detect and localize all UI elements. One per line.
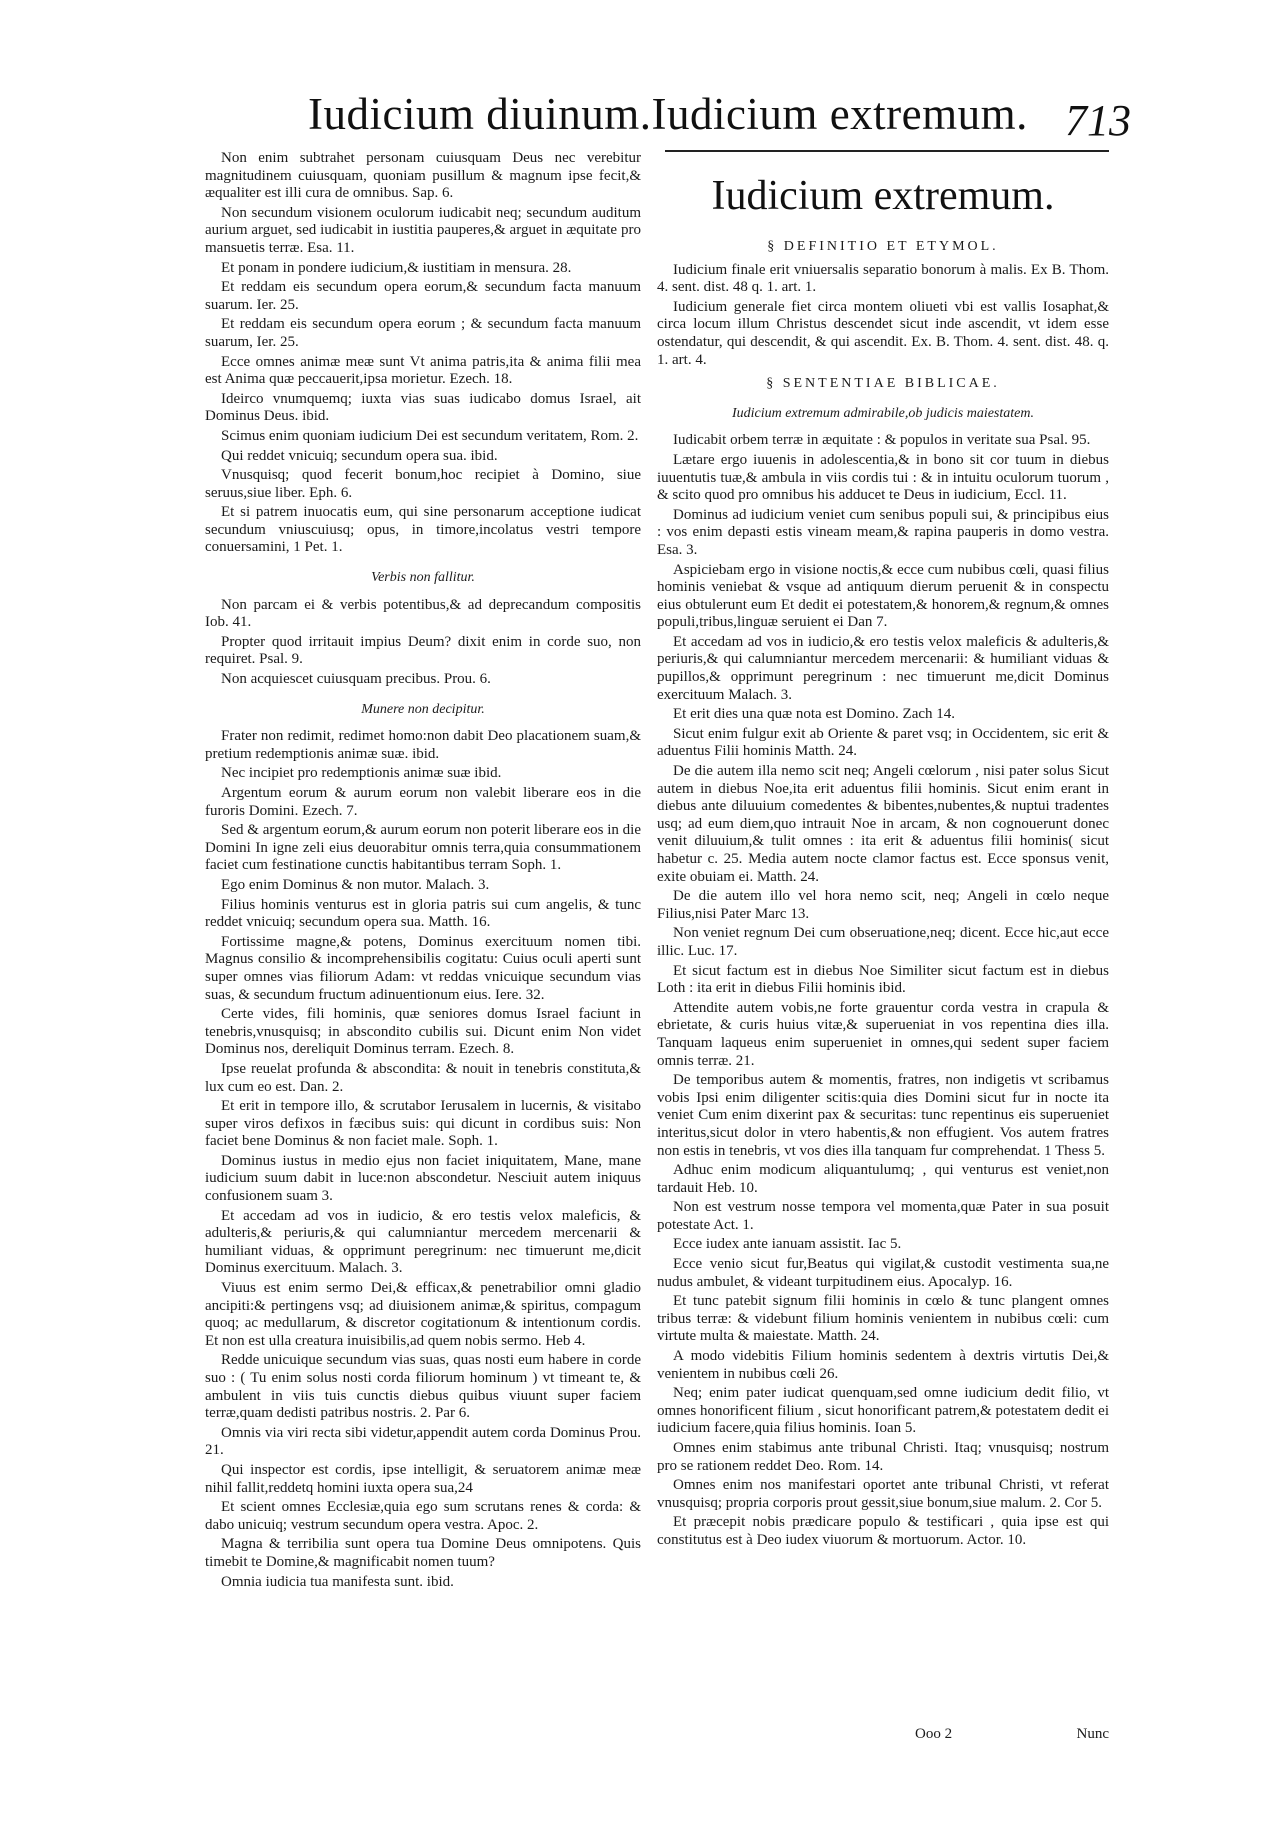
verse-entry: Scimus enim quoniam iudicium Dei est secundum veritatem, Rom. 2. xyxy=(221,427,639,444)
verse-entry: A modo videbitis Filium hominis sedentem à dextris virtutis Dei,& venientem in nubibus cœli 26. xyxy=(657,1348,1109,1382)
verse-entry: De die autem illo vel hora nemo scit, neq; Angeli in cœlo neque Filius,nisi Pater Marc 13. xyxy=(657,888,1109,922)
left-paragraphs-a xyxy=(205,150,641,557)
section-title: Iudicium extremum. xyxy=(711,173,1055,219)
admirabile-heading: Iudicium extremum admirabile,ob judicis maiestatem. xyxy=(732,405,1034,421)
verse-entry: Non parcam ei & verbis potentibus,& ad deprecandum compositis Iob. 41. xyxy=(205,596,641,631)
verse-entry: Omnes enim nos manifestari oportet ante tribunal Christi, vt referat vnusquisq; propria corporis prout gessit,siue bonum,siue malum. 2. Cor 5. xyxy=(657,1477,1109,1511)
verse-entry: Frater non redimit, redimet homo:non dabit Deo placationem suam,& pretium redemptionis animæ suæ. ibid. xyxy=(205,728,641,762)
verse-entry: Ecce venio sicut fur,Beatus qui vigilat,& custodit vestimenta sua,ne nudus ambulet, & videant turpitudinem eius. Apocalyp. 16. xyxy=(657,1256,1109,1290)
verse-entry: Lætare ergo iuuenis in adolescentia,& in bono sit cor tuum in diebus iuuentutis tuæ,& ambula in viis cordis tui : & in intuitu oculorum tuorum , & scito quod pro omnibus his adducet te Deus in iudicium, Eccl. 11. xyxy=(657,451,1109,504)
verse-entry: Redde unicuique secundum vias suas, quas nosti eum habere in corde suo : ( Tu enim solus nosti corda filiorum hominum ) vt timeant te, & ambulent in viis tuis cunctis diebus quibus viuunt super faciem terræ,quam dedisti patribus nostris. 2. Par 6. xyxy=(205,1352,641,1422)
verse-entry: Et sicut factum est in diebus Noe Similiter sicut factum est in diebus Loth : ita erit in diebus Filii hominis ibid. xyxy=(657,962,1109,997)
catchword: Nunc xyxy=(1076,1726,1109,1742)
verse-entry: Ecce iudex ante ianuam assistit. Iac 5. xyxy=(673,1236,902,1253)
verse-entry: Iudicium finale erit vniuersalis separatio bonorum à malis. Ex B. Thom. 4. sent. dist. 48 q. 1. art. 1. xyxy=(657,261,1109,296)
verse-entry: Non est vestrum nosse tempora vel momenta,quæ Pater in sua posuit potestate Act. 1. xyxy=(657,1199,1109,1233)
title-rule xyxy=(665,150,1109,152)
verse-entry: Et præcepit nobis prædicare populo & testificari , quia ipse est qui constitutus est à Deo iudex viuorum & mortuorum. Actor. 10. xyxy=(657,1514,1109,1548)
verse-entry: Filius hominis venturus est in gloria patris sui cum angelis, & tunc reddet vnicuiq; secundum opera sua. Matth. 16. xyxy=(205,896,641,931)
verse-entry: Ipse reuelat profunda & abscondita: & nouit in tenebris constituta,& lux cum eo est. Dan. 2. xyxy=(205,1060,641,1095)
verse-entry: Qui inspector est cordis, ipse intelligit, & seruatorem animæ meæ nihil fallit,reddetq homini iuxta opera sua,24 xyxy=(205,1461,641,1496)
right-paragraphs-2 xyxy=(657,432,1109,1549)
verse-entry: Magna & terribilia sunt opera tua Domine Deus omnipotens. Quis timebit te Domine,& magnificabit nomen tuum? xyxy=(205,1536,641,1570)
verse-entry: Ideirco vnumquemq; iuxta vias suas iudicabo domus Israel, ait Dominus Deus. ibid. xyxy=(205,390,641,425)
verse-entry: Et ponam in pondere iudicium,& iustitiam in mensura. 28. xyxy=(221,259,572,276)
verse-entry: Propter quod irritauit impius Deum? dixit enim in corde suo, non requiret. Psal. 9. xyxy=(205,633,641,668)
verse-entry: Et reddam eis secundum opera eorum ; & secundum facta manuum suarum, Ier. 25. xyxy=(205,316,641,350)
verse-entry: Omnis via viri recta sibi videtur,appendit autem corda Dominus Prou. 21. xyxy=(205,1424,641,1459)
verse-entry: Nec incipiet pro redemptionis animæ suæ ibid. xyxy=(221,765,502,782)
verse-entry: Sicut enim fulgur exit ab Oriente & paret vsq; in Occidentem, sic erit & aduentus Filii hominis Matth. 24. xyxy=(657,725,1109,760)
verse-entry: Et tunc patebit signum filii hominis in cœlo & tunc plangent omnes tribus terræ: & videbunt filium hominis venientem in nubibus cœli: cum virtute multa & maiestate. Matth. 24. xyxy=(657,1293,1109,1345)
verse-entry: Ecce omnes animæ meæ sunt Vt anima patris,ita & anima filii mea est Anima quæ peccauerit,ipsa morietur. Ezech. 18. xyxy=(205,353,641,388)
verse-entry: Neq; enim pater iudicat quenquam,sed omne iudicium dedit filio, vt omnes honorificent filium , sicut honorificant patrem,& potestatem dedit ei iudicium facere,quia filius hominis. Ioan 5. xyxy=(657,1385,1109,1437)
left-paragraphs-c xyxy=(205,728,641,1591)
verse-entry: Qui reddet vnicuiq; secundum opera sua. ibid. xyxy=(221,447,498,464)
verse-entry: Et scient omnes Ecclesiæ,quia ego sum scrutans renes & corda: & dabo unicuiq; vestrum secundum opera vestra. Apoc. 2. xyxy=(205,1499,641,1533)
verse-entry: Ego enim Dominus & non mutor. Malach. 3. xyxy=(221,876,490,893)
definitio-heading: § DEFINITIO ET ETYMOL. xyxy=(767,239,999,254)
verse-entry: Argentum eorum & aurum eorum non valebit liberare eos in die furoris Domini. Ezech. 7. xyxy=(205,785,641,819)
verse-entry: Vnusquisq; quod fecerit bonum,hoc recipiet à Domino, siue seruus,siue liber. Eph. 6. xyxy=(205,467,641,501)
verse-entry: Non veniet regnum Dei cum obseruatione,neq; dicent. Ecce hic,aut ecce illic. Luc. 17. xyxy=(657,925,1109,959)
verse-entry: Attendite autem vobis,ne forte grauentur corda vestra in crapula & ebrietate, & curis huius vitæ,& superueniat in vos repentina dies illa. Tanquam laqueus enim superueniet in omnes,qui sedent super faciem omnis terræ. 21. xyxy=(657,999,1109,1069)
verse-entry: Dominus ad iudicium veniet cum senibus populi sui, & principibus eius : vos enim depasti estis vineam meam,& rapina pauperis in domo vestra. Esa. 3. xyxy=(657,506,1109,558)
right-column xyxy=(657,150,1109,1552)
verse-entry: Et accedam ad vos in iudicio,& ero testis velox maleficis & adulteris,& periuris,& qui calumniantur mercedem mercenarii: & humiliant viduas & pupillos,& opprimunt peregrinum : nec timuerunt me,dicit Dominus exercituum Malach. 3. xyxy=(657,633,1109,703)
verse-entry: Et reddam eis secundum opera eorum,& secundum facta manuum suarum. Ier. 25. xyxy=(205,279,641,313)
verse-entry: Et erit dies una quæ nota est Domino. Zach 14. xyxy=(673,706,956,723)
page-number: 713 xyxy=(1065,96,1131,145)
signature-mark: Ooo 2 xyxy=(915,1726,953,1742)
running-head: Iudicium diuinum.Iudicium extremum. xyxy=(308,89,1028,139)
verse-entry: Et erit in tempore illo, & scrutabor Ierusalem in lucernis, & visitabo super viros defixos in fæcibus suis: qui dicunt in cordibus suis: Non faciet bene Dominus & non faciet male. Soph. 1. xyxy=(205,1098,641,1150)
verse-entry: Et si patrem inuocatis eum, qui sine personarum acceptione iudicat secundum vniuscuiusq; opus, in timore,incolatus vestri tempore conuersamini, 1 Pet. 1. xyxy=(205,504,641,556)
verse-entry: De temporibus autem & momentis, fratres, non indigetis vt scribamus vobis Ipsi enim diligenter scitis:quia dies Domini sicut fur in nocte ita veniet Cum enim dixerint pax & securitas: tunc repentinus eis superueniet interitus,sicut dolor in vtero habentis,& non effugient. Vos autem fratres non estis in tenebris, vt vos dies illa tanquam fur comprehendat. 1 Thess 5. xyxy=(657,1072,1109,1159)
verse-entry: Iudicabit orbem terræ in æquitate : & populos in veritate sua Psal. 95. xyxy=(673,432,1091,449)
left-column xyxy=(205,150,641,1593)
verse-entry: Et accedam ad vos in iudicio, & ero testis velox maleficis, & adulteris,& periuris,& qui calumniantur mercedem mercenarii & humiliant viduas, & opprimunt peregrinum: nec timuerunt me,dicit Dominus exercituum. Malach. 3. xyxy=(205,1207,641,1277)
verse-entry: Omnes enim stabimus ante tribunal Christi. Itaq; vnusquisq; nostrum pro se rationem reddet Deo. Rom. 14. xyxy=(657,1440,1109,1474)
verse-entry: Adhuc enim modicum aliquantulumq; , qui venturus est veniet,non tardauit Heb. 10. xyxy=(657,1162,1109,1196)
verse-entry: Certe vides, fili hominis, quæ seniores domus Israel faciunt in tenebris,vnusquisq; in abscondito cubilis sui. Dicunt enim Non videt Dominus nos, dereliquit Dominus terram. Ezech. 8. xyxy=(205,1006,641,1058)
verse-entry: Omnia iudicia tua manifesta sunt. ibid. xyxy=(221,1573,454,1590)
verse-entry: Viuus est enim sermo Dei,& efficax,& penetrabilior omni gladio ancipiti:& pertingens vsq; ad diuisionem animæ,& spiritus, compagum quoq; ac medullarum, & discretor cogitationum & intentionum cordis. Et non est ulla creatura inuisibilis,ad quem nobis sermo. Heb 4. xyxy=(205,1280,641,1349)
verse-entry: Fortissime magne,& potens, Dominus exercituum nomen tibi. Magnus consilio & incomprehensibilis cogitatu: Cuius oculi aperti sunt super omnes vias filiorum Adam: vt reddas vnicuique secundum vias suas, & secundum fructum adinuentionum eius. Iere. 32. xyxy=(205,933,641,1003)
verse-entry: Iudicium generale fiet circa montem oliueti vbi est vallis Iosaphat,& circa locum illum Christus descendet sicut inde ascendit, vt idem esse ostendatur, qui descendit, & qui ascendit. Ex. B. Thom. 4. sent. dist. 48. q. 1. art. 4. xyxy=(657,298,1109,368)
verse-entry: De die autem illa nemo scit neq; Angeli cœlorum , nisi pater solus Sicut autem in diebus Noe,ita erit aduentus filii hominis. Sicut enim erant in diebus ante diluuium comedentes & bibentes,nubentes,& nuptui tradentes usq; ad eum diem,quo intrauit Noe in arcam, & non cognouerunt donec venit diluuium,& tulit omnes : ita erit & aduentus filii hominis( sicut habetur c. 25. Media autem nocte clamor factus est. Ecce sponsus venit, exite obuiam ei. Matth. 24. xyxy=(657,763,1109,885)
verse-entry: Non acquiescet cuiusquam precibus. Prou. 6. xyxy=(221,671,491,688)
heading-munere: Munere non decipitur. xyxy=(361,701,485,717)
verse-entry: Dominus iustus in medio ejus non faciet iniquitatem, Mane, mane iudicium suum dabit in luce:non abscondetur. Nesciuit autem iniquus confusionem suam 3. xyxy=(205,1152,641,1205)
right-paragraphs-1 xyxy=(657,262,1109,370)
sententiae-heading: § SENTENTIAE BIBLICAE. xyxy=(766,376,1000,392)
verse-entry: Sed & argentum eorum,& aurum eorum non poterit liberare eos in die Domini In igne zeli eius deuorabitur omnis terra,quia consummationem faciet cum festinatione cunctis habitantibus terram Soph. 1. xyxy=(205,822,641,874)
verse-entry: Non secundum visionem oculorum iudicabit neq; secundum auditum aurium arguet, sed iudicabit in iustitia pauperes,& arguet in æquitate pro mansuetis terræ. Esa. 11. xyxy=(205,204,641,256)
left-paragraphs-b xyxy=(205,597,641,689)
verse-entry: Non enim subtrahet personam cuiusquam Deus nec verebitur magnitudinem cuiusquam, quoniam pusillum & magnum ipse fecit,& æqualiter est illi cura de omnibus. Sap. 6. xyxy=(205,150,641,202)
verse-entry: Aspiciebam ergo in visione noctis,& ecce cum nubibus cœli, quasi filius hominis veniebat & vsque ad antiquum dierum peruenit & in conspectu eius obtulerunt eum Et dedit ei potestatem,& honorem,& regnum,& omnes populi,tribus,linguæ seruient ei Dan 7. xyxy=(657,561,1109,631)
heading-verbis: Verbis non fallitur. xyxy=(371,570,475,586)
